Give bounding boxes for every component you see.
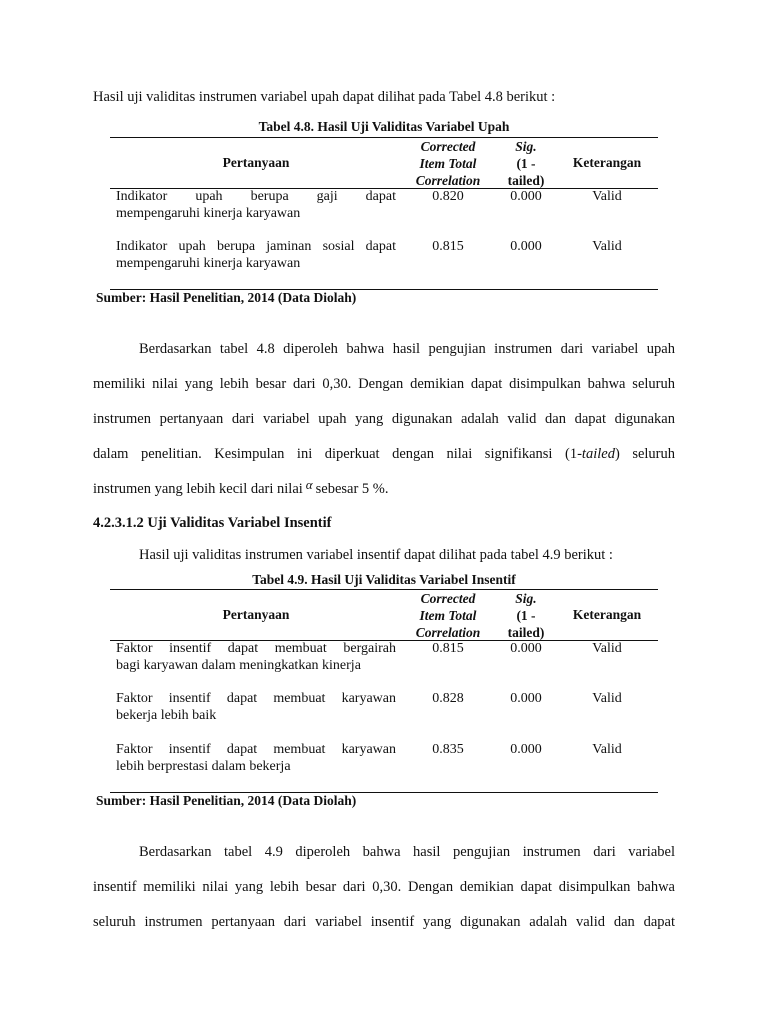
remark-value: Valid — [592, 641, 622, 656]
header-sig-line: Sig. — [515, 591, 537, 606]
header-correlation-line: Corrected — [420, 591, 476, 606]
sig-value: 0.000 — [510, 641, 542, 656]
paragraph-line — [93, 444, 675, 479]
header-question: Pertanyaan — [222, 607, 290, 622]
remark-value: Valid — [592, 189, 622, 204]
paragraph-line — [93, 479, 675, 514]
header-sig — [498, 138, 554, 189]
intro-text-1: Hasil uji validitas instrumen variabel upah dapat dilihat pada Tabel 4.8 berikut : — [93, 89, 556, 105]
table-caption-4-9: Tabel 4.9. Hasil Uji Validitas Variabel Insentif — [252, 572, 516, 587]
question-line: bagi karyawan dalam meningkatkan kinerja — [116, 658, 361, 673]
table-row-question — [116, 238, 396, 272]
question-line: lebih berprestasi dalam bekerja — [116, 759, 291, 774]
header-sig — [498, 590, 554, 641]
alpha-symbol: α — [305, 479, 313, 492]
paragraph-text: Berdasarkan tabel 4.9 diperoleh bahwa hasil pengujian instrumen dari variabel — [139, 844, 675, 860]
sig-value: 0.000 — [510, 239, 542, 254]
question-line: mempengaruhi kinerja karyawan — [116, 256, 301, 271]
header-sig-line: tailed) — [507, 173, 545, 188]
correlation-value: 0.828 — [432, 691, 464, 706]
intro-text-2: Hasil uji validitas instrumen variabel insentif dapat dilihat pada tabel 4.9 berikut : — [139, 547, 613, 563]
header-correlation-line: Correlation — [415, 173, 481, 188]
question-line: Indikator upah berupa gaji dapat — [116, 189, 396, 204]
question-line: Indikator upah berupa jaminan sosial dapat — [116, 239, 396, 254]
correlation-value: 0.835 — [432, 742, 464, 757]
header-remark: Keterangan — [572, 607, 642, 622]
header-correlation-line: Item Total — [419, 608, 477, 623]
correlation-value: 0.815 — [432, 239, 464, 254]
table-row-question — [116, 741, 396, 775]
paragraph-line: seluruh instrumen pertanyaan dari variabel insentif yang digunakan adalah valid dan dapat — [93, 914, 675, 930]
table-row-question — [116, 640, 396, 674]
section-heading: 4.2.3.1.2 Uji Validitas Variabel Insentif — [93, 515, 332, 531]
paragraph-2 — [93, 842, 675, 947]
question-line: Faktor insentif dapat membuat karyawan — [116, 691, 396, 706]
header-correlation — [398, 590, 498, 641]
header-sig-line: (1 - — [516, 608, 536, 623]
header-correlation — [398, 138, 498, 189]
table-source-note: Sumber: Hasil Penelitian, 2014 (Data Diolah) — [96, 793, 357, 808]
question-line: Faktor insentif dapat membuat bergairah — [116, 641, 396, 656]
question-line: mempengaruhi kinerja karyawan — [116, 206, 301, 221]
header-sig-line: tailed) — [507, 625, 545, 640]
table-top-rule — [110, 137, 658, 138]
table-source-note: Sumber: Hasil Penelitian, 2014 (Data Diolah) — [96, 290, 357, 305]
paragraph-line: memiliki nilai yang lebih besar dari 0,30. Dengan demikian dapat disimpulkan bahwa seluruh — [93, 376, 675, 392]
remark-value: Valid — [592, 742, 622, 757]
table-row-question — [116, 690, 396, 724]
sig-value: 0.000 — [510, 742, 542, 757]
paragraph-line — [93, 842, 675, 877]
header-question: Pertanyaan — [222, 155, 290, 170]
table-caption-4-8: Tabel 4.8. Hasil Uji Validitas Variabel Upah — [258, 119, 510, 134]
correlation-value: 0.815 — [432, 641, 464, 656]
remark-value: Valid — [592, 239, 622, 254]
sig-value: 0.000 — [510, 189, 542, 204]
paragraph-text: instrumen yang lebih kecil dari nilai — [93, 481, 303, 497]
header-correlation-line: Correlation — [415, 625, 481, 640]
table-top-rule — [110, 589, 658, 590]
question-line: bekerja lebih baik — [116, 708, 217, 723]
header-correlation-line: Item Total — [419, 156, 477, 171]
paragraph-text: Berdasarkan tabel 4.8 diperoleh bahwa hasil pengujian instrumen dari variabel upah — [139, 341, 675, 357]
paragraph-line — [93, 339, 675, 374]
paragraph-text: ) seluruh — [614, 446, 675, 462]
paragraph-line: instrumen pertanyaan dari variabel upah yang digunakan adalah valid dan dapat digunakan — [93, 411, 675, 427]
remark-value: Valid — [592, 691, 622, 706]
header-remark: Keterangan — [572, 155, 642, 170]
header-sig-line: Sig. — [515, 139, 537, 154]
table-row-question — [116, 188, 396, 222]
correlation-value: 0.820 — [432, 189, 464, 204]
paragraph-line: insentif memiliki nilai yang lebih besar dari 0,30. Dengan demikian dapat disimpulkan bahwa — [93, 879, 675, 895]
question-line: Faktor insentif dapat membuat karyawan — [116, 742, 396, 757]
header-correlation-line: Corrected — [420, 139, 476, 154]
paragraph-text: dalam penelitian. Kesimpulan ini diperkuat dengan nilai signifikansi (1- — [93, 446, 582, 462]
italic-term: tailed — [581, 446, 615, 462]
paragraph-1 — [93, 339, 675, 514]
paragraph-text: sebesar 5 %. — [315, 481, 389, 497]
sig-value: 0.000 — [510, 691, 542, 706]
header-sig-line: (1 - — [516, 156, 536, 171]
